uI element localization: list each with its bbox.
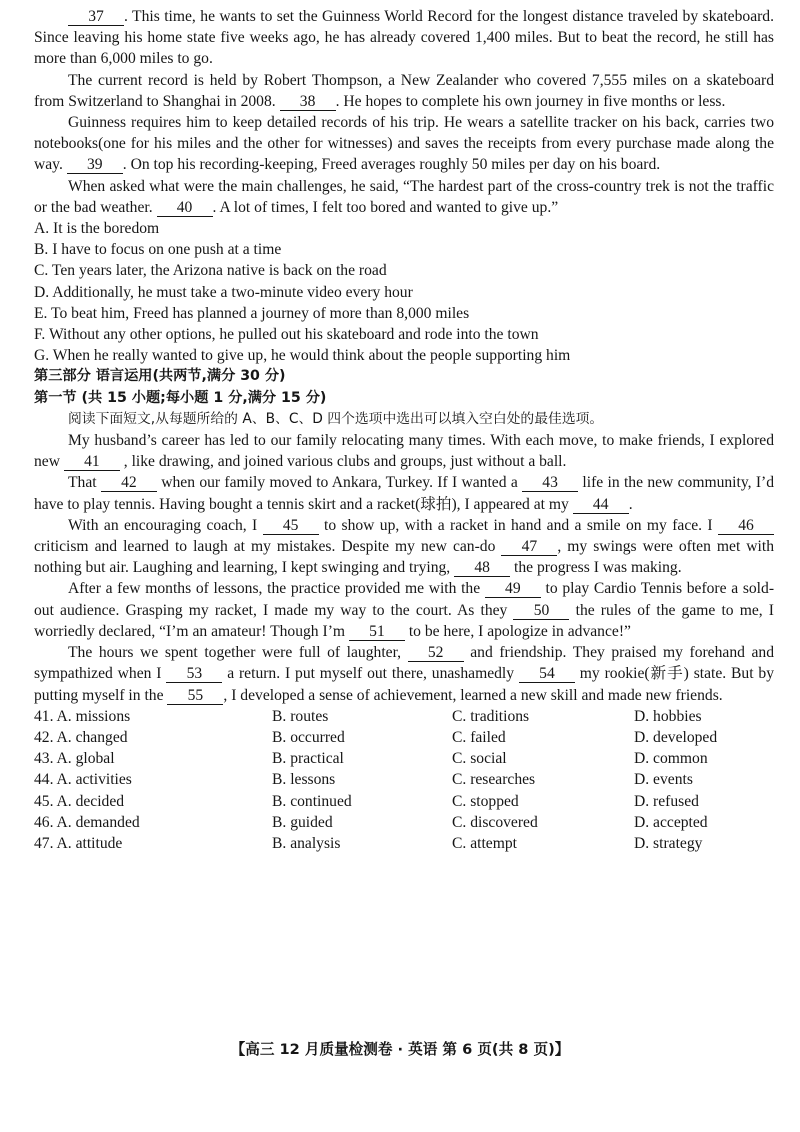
- p2-3-text-c: to show up, with a racket in hand and a smile on my face. I: [324, 516, 713, 534]
- blank-44[interactable]: 44: [573, 496, 629, 514]
- p2-4-text-c: to play Cardio Tennis before a sold-out audience. Grasping my racket, I made my way to the court. As they: [34, 580, 775, 619]
- option-g[interactable]: G. When he really wanted to give up, he would think about the people supporting him: [34, 347, 571, 365]
- p2-2-text-c: when our family moved to Ankara, Turkey. If I wanted a: [161, 474, 518, 492]
- blank-48[interactable]: 48: [454, 559, 510, 577]
- choice-44-c[interactable]: C. researches: [452, 771, 536, 789]
- passage2-paragraph-2: [34, 472, 774, 514]
- p2-3-text-a: With an encouraging coach, I: [68, 516, 258, 534]
- blank-52[interactable]: 52: [408, 644, 464, 662]
- choice-row-46: [34, 812, 774, 833]
- choice-44-a[interactable]: 44. A. activities: [34, 771, 132, 789]
- part-title: 第三部分 语言运用(共两节,满分 30 分): [34, 368, 286, 385]
- p2-1-text-a: My husband’s career has led to our family relocating many times. With each move, to make friends, I explored new: [34, 432, 774, 471]
- choice-47-b[interactable]: B. analysis: [272, 834, 341, 852]
- choice-41-b[interactable]: B. routes: [272, 707, 329, 725]
- blank-51[interactable]: 51: [349, 623, 405, 641]
- passage1-paragraph-4: [34, 176, 774, 218]
- choice-41-d[interactable]: D. hobbies: [634, 707, 702, 725]
- sub-title: 第一节 (共 15 小题;每小题 1 分,满分 15 分): [34, 389, 327, 406]
- passage2-paragraph-5: [34, 642, 774, 706]
- passage1-paragraph-3: [34, 112, 774, 176]
- option-d[interactable]: D. Additionally, he must take a two-minute video every hour: [34, 283, 413, 301]
- blank-53[interactable]: 53: [166, 665, 222, 683]
- p2-3-text-e: , my swings were often met with nothing but air. Laughing and learning, I kept swinging and trying,: [34, 538, 775, 577]
- choice-45-d[interactable]: D. refused: [634, 792, 699, 810]
- p2-3-text-f: the progress I was making.: [514, 559, 682, 577]
- option-e[interactable]: E. To beat him, Freed has planned a journey of more than 8,000 miles: [34, 304, 470, 322]
- blank-39[interactable]: 39: [67, 156, 123, 174]
- passage1-p2-after: . He hopes to complete his own journey in five months or less.: [335, 92, 726, 110]
- choice-row-44: [34, 769, 774, 790]
- choice-44-b[interactable]: B. lessons: [272, 771, 336, 789]
- p2-5-text-f: , I developed a sense of achievement, learned a new skill and made new friends.: [223, 686, 723, 704]
- page-footer: 【高三 12 月质量检测卷 · 英语 第 6 页(共 8 页)】: [230, 1041, 570, 1058]
- choice-table: [34, 706, 774, 854]
- blank-43[interactable]: 43: [522, 474, 578, 492]
- blank-45[interactable]: 45: [263, 517, 319, 535]
- blank-50[interactable]: 50: [513, 602, 569, 620]
- p2-4-text-e: to be here, I apologize in advance!”: [408, 622, 631, 640]
- blank-46[interactable]: 46: [718, 517, 774, 535]
- choice-row-41: [34, 706, 774, 727]
- blank-41[interactable]: 41: [64, 453, 120, 471]
- choice-42-c[interactable]: C. failed: [452, 728, 506, 746]
- option-b[interactable]: B. I have to focus on one push at a time: [34, 241, 282, 259]
- p2-2-text-a: That: [68, 474, 97, 492]
- option-f[interactable]: F. Without any other options, he pulled out his skateboard and rode into the town: [34, 326, 539, 344]
- passage1-paragraph-2: [34, 70, 774, 112]
- choice-45-b[interactable]: B. continued: [272, 792, 352, 810]
- p2-2-text-d: life in the new community, I’d have to play tennis. Having bought a tennis skirt and a racket(球拍), I appeared at my: [34, 474, 775, 513]
- blank-47[interactable]: 47: [501, 538, 557, 556]
- p2-5-text-a: The hours we spent together were full of laughter,: [68, 644, 402, 662]
- choice-42-a[interactable]: 42. A. changed: [34, 728, 128, 746]
- choice-45-c[interactable]: C. stopped: [452, 792, 519, 810]
- passage2-paragraph-1: [34, 430, 774, 472]
- instruction: 阅读下面短文,从每题所给的 A、B、C、D 四个选项中选出可以填入空白处的最佳选项。: [68, 410, 604, 427]
- passage1-p3-after: . On top his recording-keeping, Freed averages roughly 50 miles per day on his board.: [122, 156, 661, 174]
- choice-47-c[interactable]: C. attempt: [452, 834, 517, 852]
- p2-5-text-c: and friendship. They praised my forehand and sympathized when I: [34, 644, 775, 683]
- choice-43-d[interactable]: D. common: [634, 750, 708, 768]
- choice-46-d[interactable]: D. accepted: [634, 813, 708, 831]
- exam-page: [34, 6, 774, 854]
- passage1-p2-before: The current record is held by Robert Thompson, a New Zealander who covered 7,555 miles on a skateboard from Switzerland to Shanghai in 2008.: [34, 71, 774, 110]
- blank-38[interactable]: 38: [280, 93, 336, 111]
- blank-49[interactable]: 49: [485, 580, 541, 598]
- choice-47-a[interactable]: 47. A. attitude: [34, 834, 123, 852]
- option-c[interactable]: C. Ten years later, the Arizona native is back on the road: [34, 262, 387, 280]
- passage2-paragraph-4: [34, 578, 774, 642]
- choice-row-43: [34, 748, 774, 769]
- blank-40[interactable]: 40: [157, 199, 213, 217]
- choice-45-a[interactable]: 45. A. decided: [34, 792, 125, 810]
- p2-4-text-d: the rules of the game to me, I worriedly declared, “I’m an amateur! Though I’m: [34, 601, 774, 640]
- choice-42-b[interactable]: B. occurred: [272, 728, 345, 746]
- choice-46-a[interactable]: 46. A. demanded: [34, 813, 140, 831]
- p2-2-text-e: .: [628, 495, 633, 513]
- passage1-paragraph-1: [34, 6, 774, 70]
- choice-43-a[interactable]: 43. A. global: [34, 750, 115, 768]
- choice-42-d[interactable]: D. developed: [634, 728, 718, 746]
- choice-41-a[interactable]: 41. A. missions: [34, 707, 131, 725]
- choice-43-b[interactable]: B. practical: [272, 750, 344, 768]
- p2-4-text-a: After a few months of lessons, the practice provided me with the: [68, 580, 481, 598]
- blank-42[interactable]: 42: [101, 474, 157, 492]
- passage1-p1-text: . This time, he wants to set the Guinness World Record for the longest distance traveled by skateboard. Since leaving his home state five weeks ago, he has already covered 1,400 miles. But to beat the record, he still has more than 6,000 miles to go.: [34, 8, 774, 68]
- choice-43-c[interactable]: C. social: [452, 750, 507, 768]
- choice-row-42: [34, 727, 774, 748]
- choice-47-d[interactable]: D. strategy: [634, 834, 703, 852]
- choice-row-47: [34, 833, 774, 854]
- blank-54[interactable]: 54: [519, 665, 575, 683]
- passage1-p4-before: When asked what were the main challenges, he said, “The hardest part of the cross-country trek is not the traffic or the bad weather.: [34, 177, 774, 216]
- blank-55[interactable]: 55: [167, 687, 223, 705]
- choice-44-d[interactable]: D. events: [634, 771, 693, 789]
- p2-3-text-d: criticism and learned to laugh at my mistakes. Despite my new can-do: [34, 538, 496, 556]
- passage1-p3-before: Guinness requires him to keep detailed records of his trip. He wears a satellite tracker on his back, carries two notebooks(one for his miles and the other for witnesses) and saves the receipts from every purchase made along the way.: [34, 114, 774, 174]
- choice-46-c[interactable]: C. discovered: [452, 813, 538, 831]
- choice-row-45: [34, 791, 774, 812]
- option-a[interactable]: A. It is the boredom: [34, 220, 160, 238]
- blank-37[interactable]: 37: [68, 8, 124, 26]
- choice-46-b[interactable]: B. guided: [272, 813, 333, 831]
- passage1-options: [34, 218, 774, 366]
- choice-41-c[interactable]: C. traditions: [452, 707, 530, 725]
- p2-5-text-e: my rookie(新手) state. But by putting myself in the: [34, 665, 775, 704]
- passage2-paragraph-3: [34, 515, 774, 579]
- p2-5-text-d: a return. I put myself out there, unashamedly: [227, 665, 515, 683]
- p2-1-text-c: , like drawing, and joined various clubs and groups, just without a ball.: [123, 453, 567, 471]
- passage1-p4-after: . A lot of times, I felt too bored and wanted to give up.”: [212, 198, 559, 216]
